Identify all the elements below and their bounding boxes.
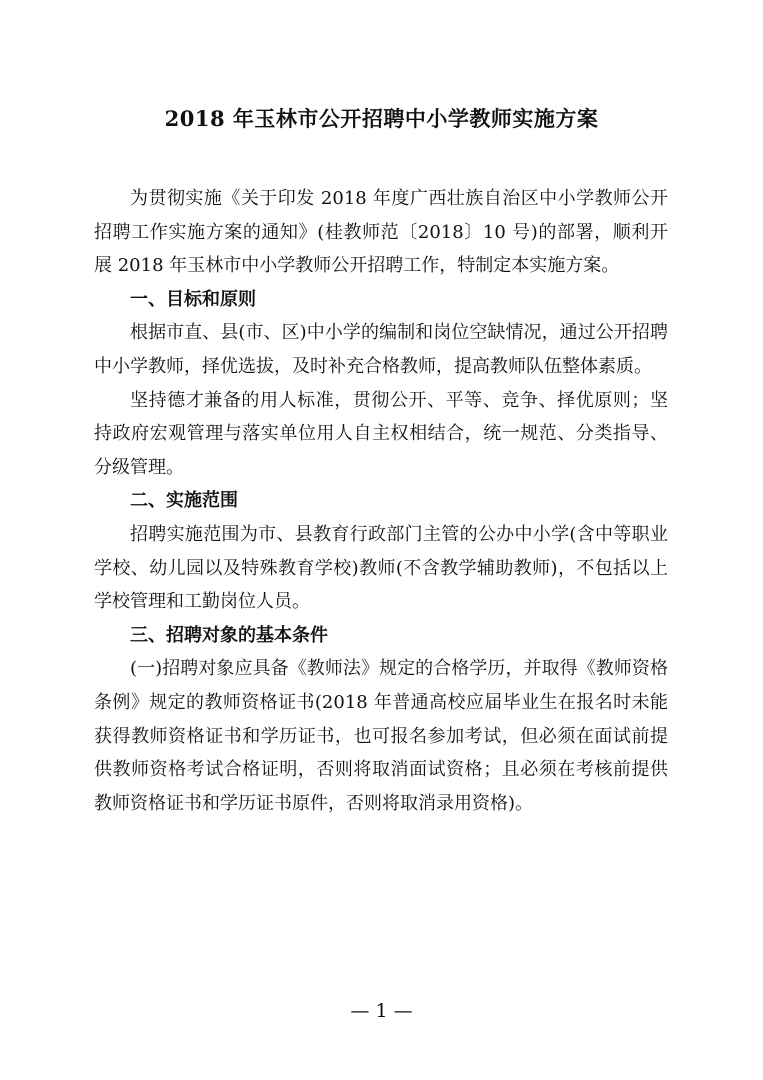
section-2-paragraph-1: 招聘实施范围为市、县教育行政部门主管的公办中小学(含中等职业学校、幼儿园以及特殊教育学校)教师(不含教学辅助教师)，不包括以上学校管理和工勤岗位人员。: [94, 523, 668, 613]
document-title: 2018 年玉林市公开招聘中小学教师实施方案: [164, 106, 599, 131]
section-3-paragraph-1: (一)招聘对象应具备《教师法》规定的合格学历，并取得《教师资格条例》规定的教师资格证书(2018 年普通高校应届毕业生在报名时未能获得教师资格证书和学历证书，也可报名参加考试，但必须在面试前提供教师资格考试合格证明，否则将取消面试资格；且必须在考核前提供教师资格证书和学历证书原件，否则将取消录用资格)。: [94, 658, 668, 814]
page-number: — 1 —: [350, 1000, 413, 1022]
document-body: [94, 182, 668, 820]
section-1-paragraph-1: 根据市直、县(市、区)中小学的编制和岗位空缺情况，通过公开招聘中小学教师，择优选拔，及时补充合格教师，提高教师队伍整体素质。: [94, 322, 668, 377]
section-2-heading: 二、实施范围: [130, 490, 238, 512]
section-1-heading: 一、目标和原则: [130, 288, 256, 310]
intro-paragraph: 为贯彻实施《关于印发 2018 年度广西壮族自治区中小学教师公开招聘工作实施方案的通知》(桂教师范〔2018〕10 号)的部署，顺利开展 2018 年玉林市中小学教师公开招聘工作，特制定本实施方案。: [94, 188, 668, 277]
section-1-paragraph-2: 坚持德才兼备的用人标准，贯彻公开、平等、竞争、择优原则；坚持政府宏观管理与落实单位用人自主权相结合，统一规范、分类指导、分级管理。: [94, 389, 668, 478]
section-3-heading: 三、招聘对象的基本条件: [130, 624, 328, 646]
